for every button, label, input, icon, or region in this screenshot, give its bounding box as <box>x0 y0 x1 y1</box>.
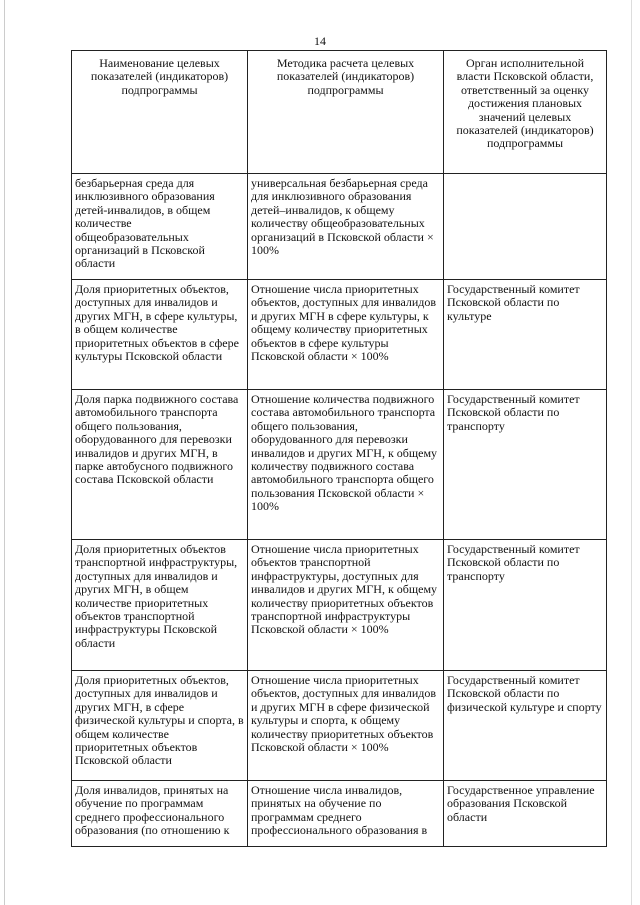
indicator-name-cell: Доля приоритетных объектов, доступных для инвалидов и других МГН, в сфере физической культуры и спорта, в общем количестве приоритетных объектов Псковской области <box>72 671 248 781</box>
page-number: 14 <box>314 34 326 48</box>
responsible-organ-cell: Государственный комитет Псковской области по транспорту <box>444 390 607 540</box>
table-row <box>72 671 607 781</box>
scan-edge-left <box>4 0 5 905</box>
calculation-method-cell: Отношение числа приоритетных объектов, доступных для инвалидов и других МГН в сфере физической культуры и спорта, к общему количеству приоритетных объектов Псковской области × 100% <box>248 671 444 781</box>
indicator-name-cell: Доля приоритетных объектов, доступных для инвалидов и других МГН, в сфере культуры, в общем количестве приоритетных объектов в сфере культуры Псковской области <box>72 280 248 390</box>
table-row <box>72 540 607 671</box>
scan-edge-right <box>631 0 632 905</box>
calculation-method-cell: Отношение количества подвижного состава автомобильного транспорта общего пользования, оборудованного для перевозки инвалидов и других МГН, к общему количеству подвижного состава автомобильного транспорта общего пользования Псковской области × 100% <box>248 390 444 540</box>
responsible-organ-cell: Государственное управление образования Псковской области <box>444 781 607 847</box>
indicators-table <box>71 50 607 847</box>
calculation-method-cell: универсальная безбарьерная среда для инклюзивного образования детей–инвалидов, к общему количеству общеобразовательных организаций в Псковской области × 100% <box>248 174 444 280</box>
header-calculation-method: Методика расчета целевых показателей (индикаторов) подпрограммы <box>248 51 444 174</box>
calculation-method-cell: Отношение числа приоритетных объектов, доступных для инвалидов и других МГН в сфере культуры, к общему количеству приоритетных объектов в сфере культуры Псковской области × 100% <box>248 280 444 390</box>
responsible-organ-cell: Государственный комитет Псковской области по физической культуре и спорту <box>444 671 607 781</box>
table-row <box>72 174 607 280</box>
responsible-organ-cell: Государственный комитет Псковской области по транспорту <box>444 540 607 671</box>
table-row <box>72 390 607 540</box>
calculation-method-cell: Отношение числа инвалидов, принятых на обучение по программам среднего профессионального образования в <box>248 781 444 847</box>
indicator-name-cell: Доля приоритетных объектов транспортной инфраструктуры, доступных для инвалидов и других МГН, в общем количестве приоритетных объектов транспортной инфраструктуры Псковской области <box>72 540 248 671</box>
responsible-organ-cell <box>444 174 607 280</box>
indicator-name-cell: Доля парка подвижного состава автомобильного транспорта общего пользования, оборудованного для перевозки инвалидов и других МГН, в парке автобусного подвижного состава Псковской области <box>72 390 248 540</box>
header-indicator-name: Наименование целевых показателей (индикаторов) подпрограммы <box>72 51 248 174</box>
responsible-organ-cell: Государственный комитет Псковской области по культуре <box>444 280 607 390</box>
indicator-name-cell: безбарьерная среда для инклюзивного образования детей-инвалидов, в общем количестве общеобразовательных организаций в Псковской области <box>72 174 248 280</box>
calculation-method-cell: Отношение числа приоритетных объектов транспортной инфраструктуры, доступных для инвалидов и других МГН, к общему количеству приоритетных объектов транспортной инфраструктуры Псковской области × 100% <box>248 540 444 671</box>
table-row <box>72 280 607 390</box>
table-row <box>72 781 607 847</box>
header-responsible-organ: Орган исполнительной власти Псковской области, ответственный за оценку достижения плановых значений целевых показателей (индикаторов) подпрограммы <box>444 51 607 174</box>
indicator-name-cell: Доля инвалидов, принятых на обучение по программам среднего профессионального образования (по отношению к <box>72 781 248 847</box>
table-header-row <box>72 51 607 174</box>
